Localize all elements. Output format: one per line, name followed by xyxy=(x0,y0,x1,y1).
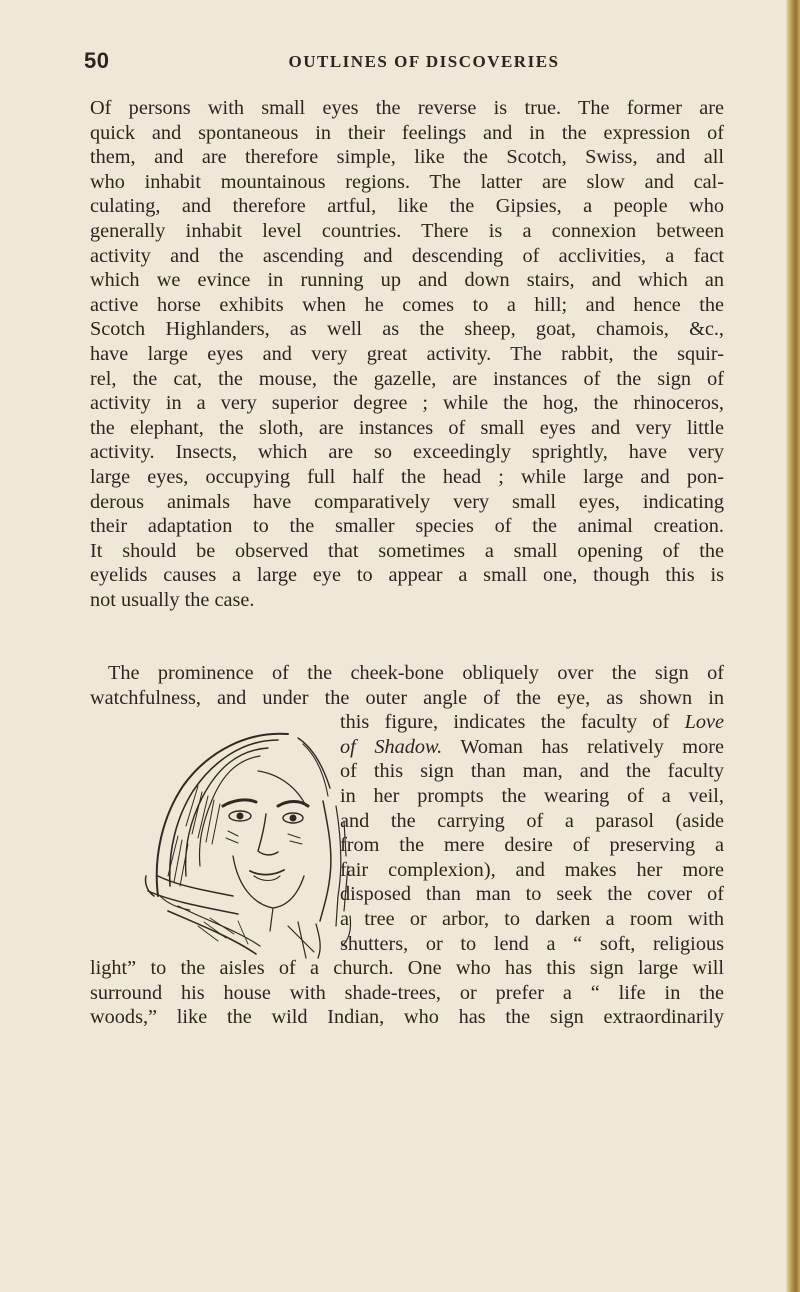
page-edge xyxy=(786,0,800,1292)
text-line: fair complexion), and makes her more xyxy=(340,858,724,881)
text-line: The prominence of the cheek-bone obliquely over the sign of xyxy=(108,662,724,684)
text-line: them, and are therefore simple, like the Scotch, Swiss, and all xyxy=(90,146,724,169)
page-header xyxy=(84,48,724,78)
text-line: surround his house with shade-trees, or prefer a “ life in the xyxy=(90,981,724,1004)
text-line: woods,” like the wild Indian, who has the sign extraordinarily xyxy=(90,1006,724,1029)
text-line: shutters, or to lend a “ soft, religious xyxy=(340,932,724,955)
text-line: activity in a very superior degree ; while the hog, the rhinoceros, xyxy=(90,392,724,415)
running-head: OUTLINES OF DISCOVERIES xyxy=(288,52,560,71)
text-line: Of persons with small eyes the reverse is true. The former are xyxy=(90,97,724,119)
italic-term: Love xyxy=(684,711,724,734)
text-line: disposed than man to seek the cover of xyxy=(340,883,724,906)
text-line: watchfulness, and under the outer angle of the eye, as shown in xyxy=(90,686,724,709)
text-run: Woman has relatively more xyxy=(442,735,724,758)
text-line: Scotch Highlanders, as well as the sheep, goat, chamois, &c., xyxy=(90,318,724,341)
text-line: culating, and therefore artful, like the Gipsies, a people who xyxy=(90,195,724,218)
text-line: the elephant, the sloth, are instances of small eyes and very little xyxy=(90,416,724,439)
text-line: not usually the case. xyxy=(90,588,255,611)
text-line: from the mere desire of preserving a xyxy=(340,834,724,857)
text-line: It should be observed that sometimes a small opening of the xyxy=(90,539,724,562)
text-line: of this sign than man, and the faculty xyxy=(340,760,724,783)
text-line: eyelids causes a large eye to appear a small one, though this is xyxy=(90,564,724,587)
text-line: and the carrying of a parasol (aside xyxy=(340,809,724,832)
text-line xyxy=(340,735,724,760)
text-line: a tree or arbor, to darken a room with xyxy=(340,907,724,930)
text-line xyxy=(340,710,724,735)
italic-term: of Shadow. xyxy=(340,735,443,758)
paragraph-1 xyxy=(90,96,724,612)
text-line: generally inhabit level countries. There is a connexion between xyxy=(90,219,724,242)
page-number: 50 xyxy=(84,48,110,73)
text-line: activity and the ascending and descending of acclivities, a fact xyxy=(90,244,724,267)
face-engraving-figure xyxy=(138,726,383,961)
text-line: quick and spontaneous in their feelings and in the expression of xyxy=(90,121,724,144)
text-line: who inhabit mountainous regions. The latter are slow and cal- xyxy=(90,170,724,193)
text-line: large eyes, occupying full half the head ; while large and pon- xyxy=(90,465,724,488)
text-line: light” to the aisles of a church. One who has this sign large will xyxy=(90,957,724,980)
text-line: in her prompts the wearing of a veil, xyxy=(340,784,724,807)
text-line: active horse exhibits when he comes to a hill; and hence the xyxy=(90,293,724,316)
text-line: their adaptation to the smaller species of the animal creation. xyxy=(90,515,724,538)
text-line: which we evince in running up and down stairs, and which an xyxy=(90,269,724,292)
text-run: this figure, indicates the faculty of xyxy=(340,711,670,734)
text-line: rel, the cat, the mouse, the gazelle, are instances of the sign of xyxy=(90,367,724,390)
text-line: activity. Insects, which are so exceedingly sprightly, have very xyxy=(90,441,724,464)
text-line: derous animals have comparatively very small eyes, indicating xyxy=(90,490,724,513)
text-line: have large eyes and very great activity. The rabbit, the squir- xyxy=(90,342,724,365)
